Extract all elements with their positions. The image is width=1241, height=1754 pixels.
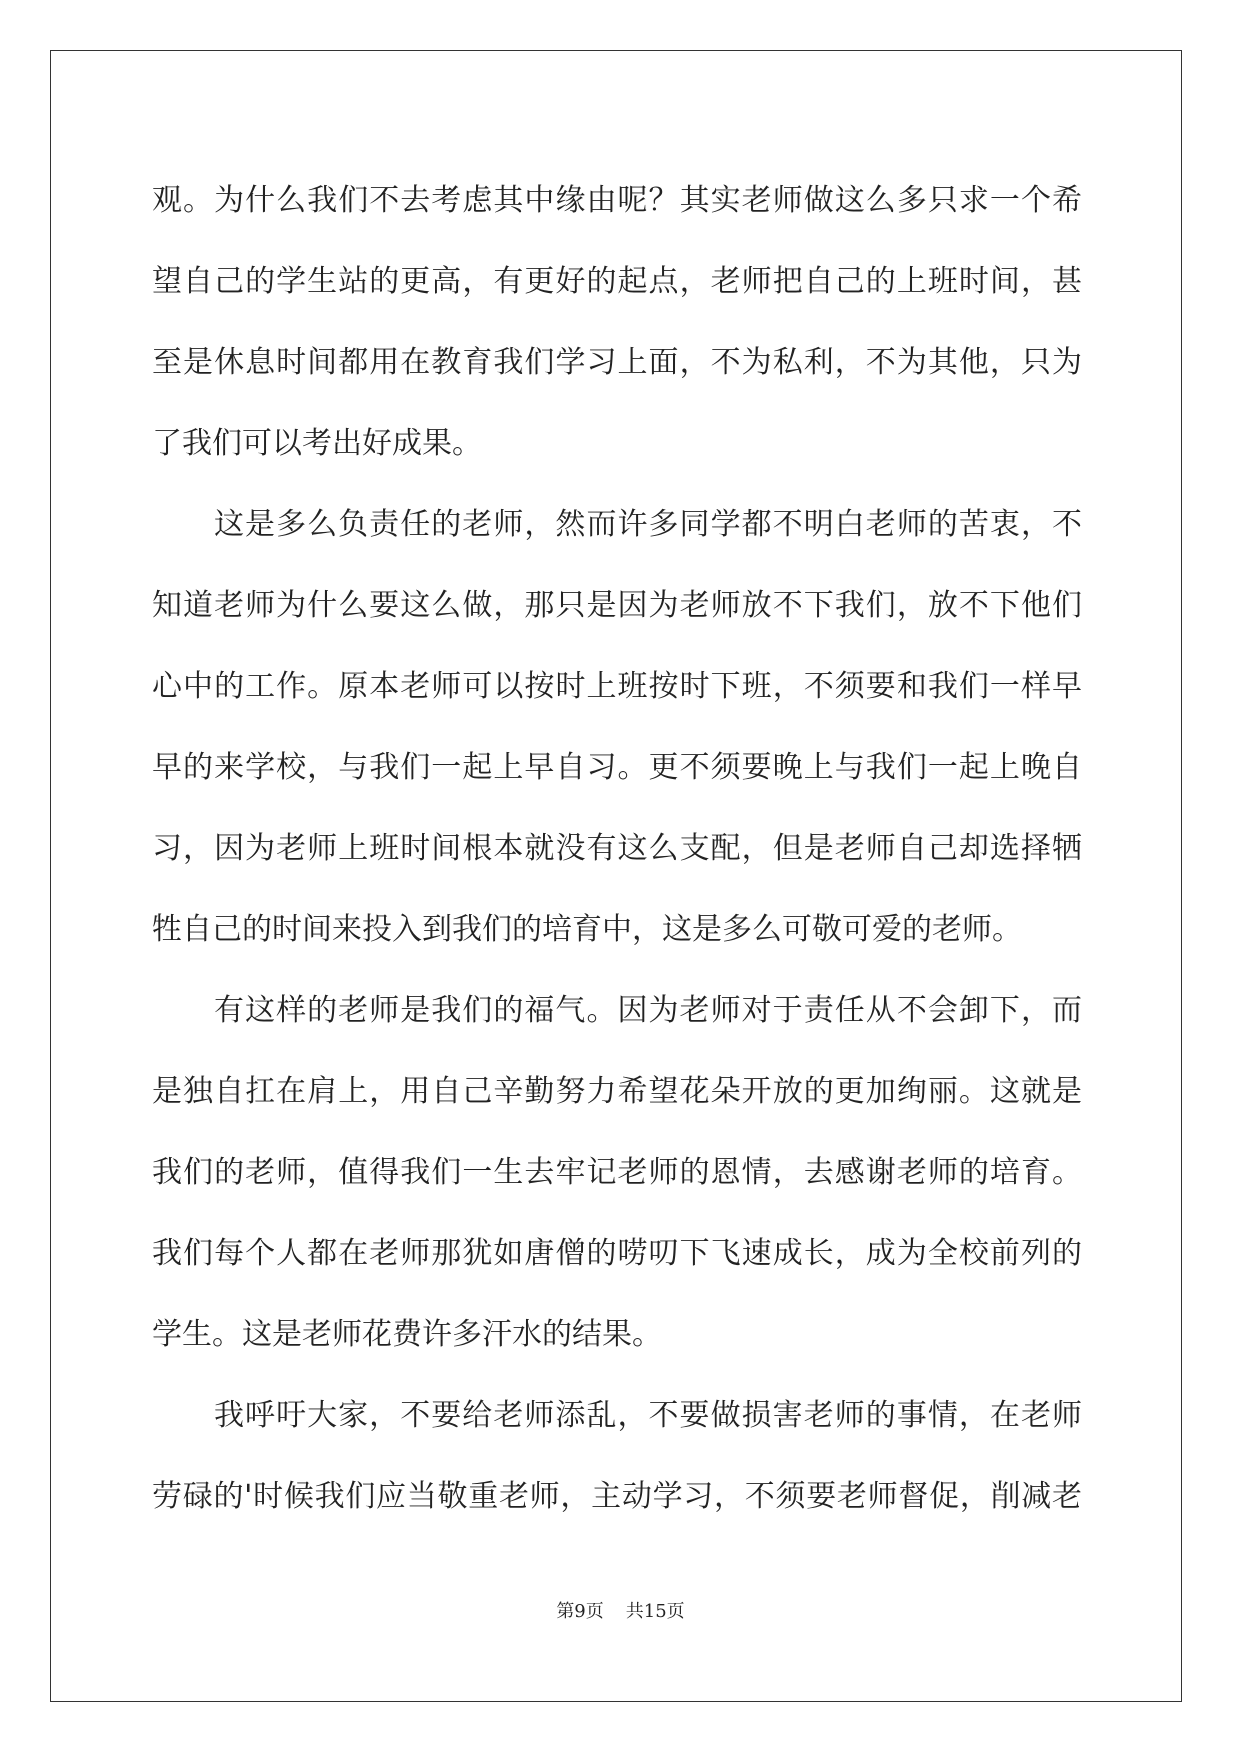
text-line: 早的来学校，与我们一起上早自习。更不须要晚上与我们一起上晚自 — [152, 750, 1082, 785]
text-line: 习，因为老师上班时间根本就没有这么支配，但是老师自己却选择牺 — [152, 831, 1082, 866]
text-line: 观。为什么我们不去考虑其中缘由呢？其实老师做这么多只求一个希 — [152, 183, 1082, 218]
page-footer — [0, 1597, 1241, 1623]
document-body — [152, 160, 1082, 1537]
text-line: 心中的工作。原本老师可以按时上班按时下班，不须要和我们一样早 — [152, 669, 1082, 704]
text-line: 知道老师为什么要这么做，那只是因为老师放不下我们，放不下他们 — [152, 588, 1082, 623]
text-line: 我们的老师，值得我们一生去牢记老师的恩情，去感谢老师的培育。 — [152, 1155, 1082, 1190]
text-line: 我呼吁大家，不要给老师添乱，不要做损害老师的事情，在老师 — [214, 1398, 1082, 1433]
text-line: 我们每个人都在老师那犹如唐僧的唠叨下飞速成长，成为全校前列的 — [152, 1236, 1082, 1271]
text-line: 这是多么负责任的老师，然而许多同学都不明白老师的苦衷，不 — [214, 507, 1082, 542]
page-number: 第9页 — [556, 1601, 604, 1622]
page-total: 共15页 — [625, 1601, 685, 1622]
text-line: 有这样的老师是我们的福气。因为老师对于责任从不会卸下，而 — [214, 993, 1082, 1028]
text-line: 至是休息时间都用在教育我们学习上面，不为私利，不为其他，只为 — [152, 345, 1082, 380]
text-line: 劳碌的'时候我们应当敬重老师，主动学习，不须要老师督促，削减老 — [152, 1479, 1082, 1514]
text-line: 学生。这是老师花费许多汗水的结果。 — [152, 1317, 662, 1352]
text-line: 牲自己的时间来投入到我们的培育中，这是多么可敬可爱的老师。 — [152, 912, 1022, 947]
text-line: 望自己的学生站的更高，有更好的起点，老师把自己的上班时间，甚 — [152, 264, 1082, 299]
text-line: 是独自扛在肩上，用自己辛勤努力希望花朵开放的更加绚丽。这就是 — [152, 1074, 1082, 1109]
text-line: 了我们可以考出好成果。 — [152, 426, 482, 461]
